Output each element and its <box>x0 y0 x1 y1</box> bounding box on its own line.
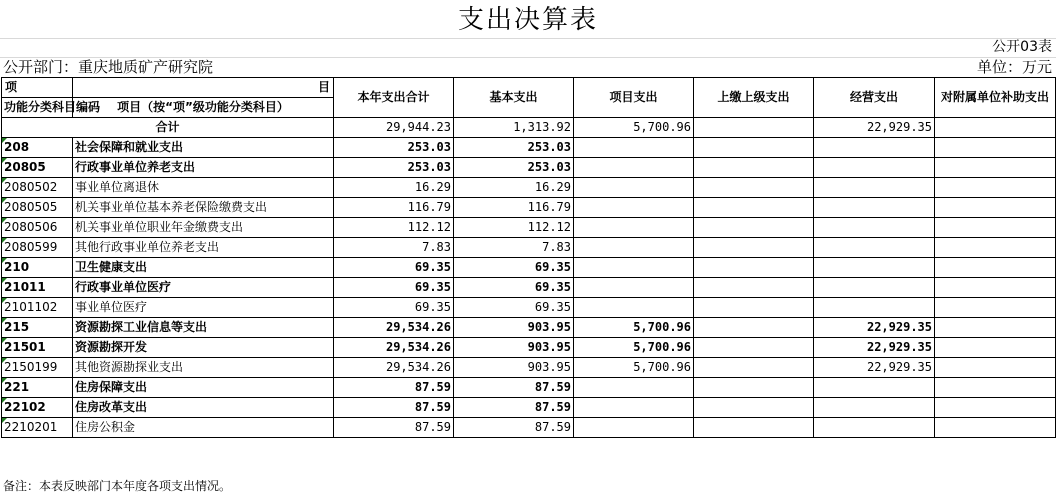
row-basic: 7.83 <box>454 238 574 258</box>
table-row <box>2 358 1056 378</box>
row-business: 22,929.35 <box>814 318 935 338</box>
row-project <box>574 138 694 158</box>
row-subsidy <box>935 398 1056 418</box>
row-code: 2101102 <box>2 298 73 318</box>
row-upper <box>694 158 814 178</box>
row-basic: 69.35 <box>454 258 574 278</box>
row-business <box>814 238 935 258</box>
row-project <box>574 258 694 278</box>
row-upper <box>694 378 814 398</box>
row-subsidy <box>935 338 1056 358</box>
row-basic: 116.79 <box>454 198 574 218</box>
table-row <box>2 278 1056 298</box>
row-basic: 112.12 <box>454 218 574 238</box>
table-code: 公开03表 <box>992 39 1052 55</box>
row-business <box>814 198 935 218</box>
row-subsidy <box>935 418 1056 438</box>
department-label: 公开部门：重庆地质矿产研究院 <box>3 58 214 76</box>
table-row <box>2 218 1056 238</box>
header-project: 项目支出 <box>574 78 694 118</box>
total-row <box>2 118 1056 138</box>
row-upper <box>694 338 814 358</box>
row-project: 5,700.96 <box>574 318 694 338</box>
row-basic: 903.95 <box>454 318 574 338</box>
table-row <box>2 238 1056 258</box>
table-row <box>2 398 1056 418</box>
unit-label: 单位：万元 <box>976 58 1052 76</box>
row-total: 116.79 <box>334 198 454 218</box>
row-subsidy <box>935 378 1056 398</box>
row-subsidy <box>935 138 1056 158</box>
row-upper <box>694 238 814 258</box>
row-basic: 87.59 <box>454 378 574 398</box>
table-code-row <box>0 38 1056 58</box>
row-code: 215 <box>2 318 73 338</box>
row-name: 机关事业单位职业年金缴费支出 <box>73 218 334 238</box>
row-total: 112.12 <box>334 218 454 238</box>
row-project <box>574 158 694 178</box>
row-total: 253.03 <box>334 158 454 178</box>
department-row <box>0 57 1056 76</box>
row-subsidy <box>935 158 1056 178</box>
row-code: 2150199 <box>2 358 73 378</box>
table-row <box>2 378 1056 398</box>
row-name: 行政事业单位养老支出 <box>73 158 334 178</box>
header-xiang: 项 <box>2 78 73 98</box>
row-business <box>814 178 935 198</box>
row-subsidy <box>935 278 1056 298</box>
header-row-top <box>2 78 1056 98</box>
row-basic: 253.03 <box>454 138 574 158</box>
table-row <box>2 418 1056 438</box>
row-basic: 87.59 <box>454 418 574 438</box>
row-total: 87.59 <box>334 418 454 438</box>
row-total: 29,534.26 <box>334 338 454 358</box>
table-row <box>2 178 1056 198</box>
row-upper <box>694 278 814 298</box>
row-basic: 253.03 <box>454 158 574 178</box>
row-subsidy <box>935 358 1056 378</box>
row-subsidy <box>935 238 1056 258</box>
row-subsidy <box>935 178 1056 198</box>
total-basic: 1,313.92 <box>454 118 574 138</box>
row-code: 221 <box>2 378 73 398</box>
header-business: 经营支出 <box>814 78 935 118</box>
row-name: 住房公积金 <box>73 418 334 438</box>
row-project <box>574 198 694 218</box>
total-subsidy <box>935 118 1056 138</box>
table-row <box>2 138 1056 158</box>
row-name: 事业单位医疗 <box>73 298 334 318</box>
table-row <box>2 318 1056 338</box>
row-total: 29,534.26 <box>334 358 454 378</box>
row-basic: 69.35 <box>454 278 574 298</box>
total-project: 5,700.96 <box>574 118 694 138</box>
row-total: 29,534.26 <box>334 318 454 338</box>
row-subsidy <box>935 298 1056 318</box>
row-subsidy <box>935 198 1056 218</box>
row-business <box>814 158 935 178</box>
row-upper <box>694 358 814 378</box>
row-upper <box>694 398 814 418</box>
row-code: 22102 <box>2 398 73 418</box>
row-business <box>814 298 935 318</box>
row-upper <box>694 138 814 158</box>
header-basic: 基本支出 <box>454 78 574 118</box>
row-business <box>814 138 935 158</box>
row-basic: 903.95 <box>454 338 574 358</box>
row-subsidy <box>935 258 1056 278</box>
row-basic: 16.29 <box>454 178 574 198</box>
footnote: 备注：本表反映部门本年度各项支出情况。 <box>3 479 232 493</box>
row-name: 卫生健康支出 <box>73 258 334 278</box>
row-code: 2210201 <box>2 418 73 438</box>
report-title: 支出决算表 <box>0 0 1056 39</box>
row-name: 资源勘探工业信息等支出 <box>73 318 334 338</box>
row-code: 21501 <box>2 338 73 358</box>
table-row <box>2 158 1056 178</box>
row-upper <box>694 198 814 218</box>
row-project <box>574 418 694 438</box>
table-row <box>2 338 1056 358</box>
header-mu: 目 <box>73 78 334 98</box>
row-basic: 87.59 <box>454 398 574 418</box>
row-total: 69.35 <box>334 298 454 318</box>
row-upper <box>694 258 814 278</box>
row-name: 机关事业单位基本养老保险缴费支出 <box>73 198 334 218</box>
row-project <box>574 398 694 418</box>
total-label: 合计 <box>2 118 334 138</box>
row-name: 事业单位离退休 <box>73 178 334 198</box>
row-project: 5,700.96 <box>574 338 694 358</box>
row-code: 21011 <box>2 278 73 298</box>
row-business <box>814 418 935 438</box>
row-total: 87.59 <box>334 398 454 418</box>
row-business <box>814 278 935 298</box>
row-total: 69.35 <box>334 278 454 298</box>
row-code: 2080502 <box>2 178 73 198</box>
row-basic: 69.35 <box>454 298 574 318</box>
row-project <box>574 238 694 258</box>
row-name: 其他行政事业单位养老支出 <box>73 238 334 258</box>
header-upper: 上缴上级支出 <box>694 78 814 118</box>
row-name: 住房保障支出 <box>73 378 334 398</box>
row-basic: 903.95 <box>454 358 574 378</box>
row-name: 住房改革支出 <box>73 398 334 418</box>
row-business: 22,929.35 <box>814 338 935 358</box>
row-total: 253.03 <box>334 138 454 158</box>
row-total: 7.83 <box>334 238 454 258</box>
row-code: 208 <box>2 138 73 158</box>
row-total: 16.29 <box>334 178 454 198</box>
row-project <box>574 178 694 198</box>
row-code: 2080506 <box>2 218 73 238</box>
row-name: 行政事业单位医疗 <box>73 278 334 298</box>
row-project <box>574 378 694 398</box>
row-upper <box>694 318 814 338</box>
row-name: 其他资源勘探业支出 <box>73 358 334 378</box>
row-subsidy <box>935 218 1056 238</box>
row-project: 5,700.96 <box>574 358 694 378</box>
table-row <box>2 198 1056 218</box>
row-business <box>814 258 935 278</box>
row-business: 22,929.35 <box>814 358 935 378</box>
row-upper <box>694 178 814 198</box>
table-body <box>2 138 1056 438</box>
header-code: 功能分类科目编码 <box>2 98 73 118</box>
row-name: 资源勘探开发 <box>73 338 334 358</box>
row-business <box>814 398 935 418</box>
row-business <box>814 378 935 398</box>
row-code: 210 <box>2 258 73 278</box>
row-code: 2080599 <box>2 238 73 258</box>
row-project <box>574 218 694 238</box>
total-business: 22,929.35 <box>814 118 935 138</box>
row-upper <box>694 418 814 438</box>
row-subsidy <box>935 318 1056 338</box>
table-row <box>2 298 1056 318</box>
total-upper <box>694 118 814 138</box>
header-total: 本年支出合计 <box>334 78 454 118</box>
row-total: 87.59 <box>334 378 454 398</box>
row-upper <box>694 298 814 318</box>
expenditure-table <box>1 77 1056 438</box>
header-subsidy: 对附属单位补助支出 <box>935 78 1056 118</box>
row-name: 社会保障和就业支出 <box>73 138 334 158</box>
row-upper <box>694 218 814 238</box>
header-name: 项目（按“项”级功能分类科目） <box>73 98 334 118</box>
total-total: 29,944.23 <box>334 118 454 138</box>
row-code: 2080505 <box>2 198 73 218</box>
row-code: 20805 <box>2 158 73 178</box>
row-business <box>814 218 935 238</box>
row-project <box>574 298 694 318</box>
row-total: 69.35 <box>334 258 454 278</box>
row-project <box>574 278 694 298</box>
table-row <box>2 258 1056 278</box>
